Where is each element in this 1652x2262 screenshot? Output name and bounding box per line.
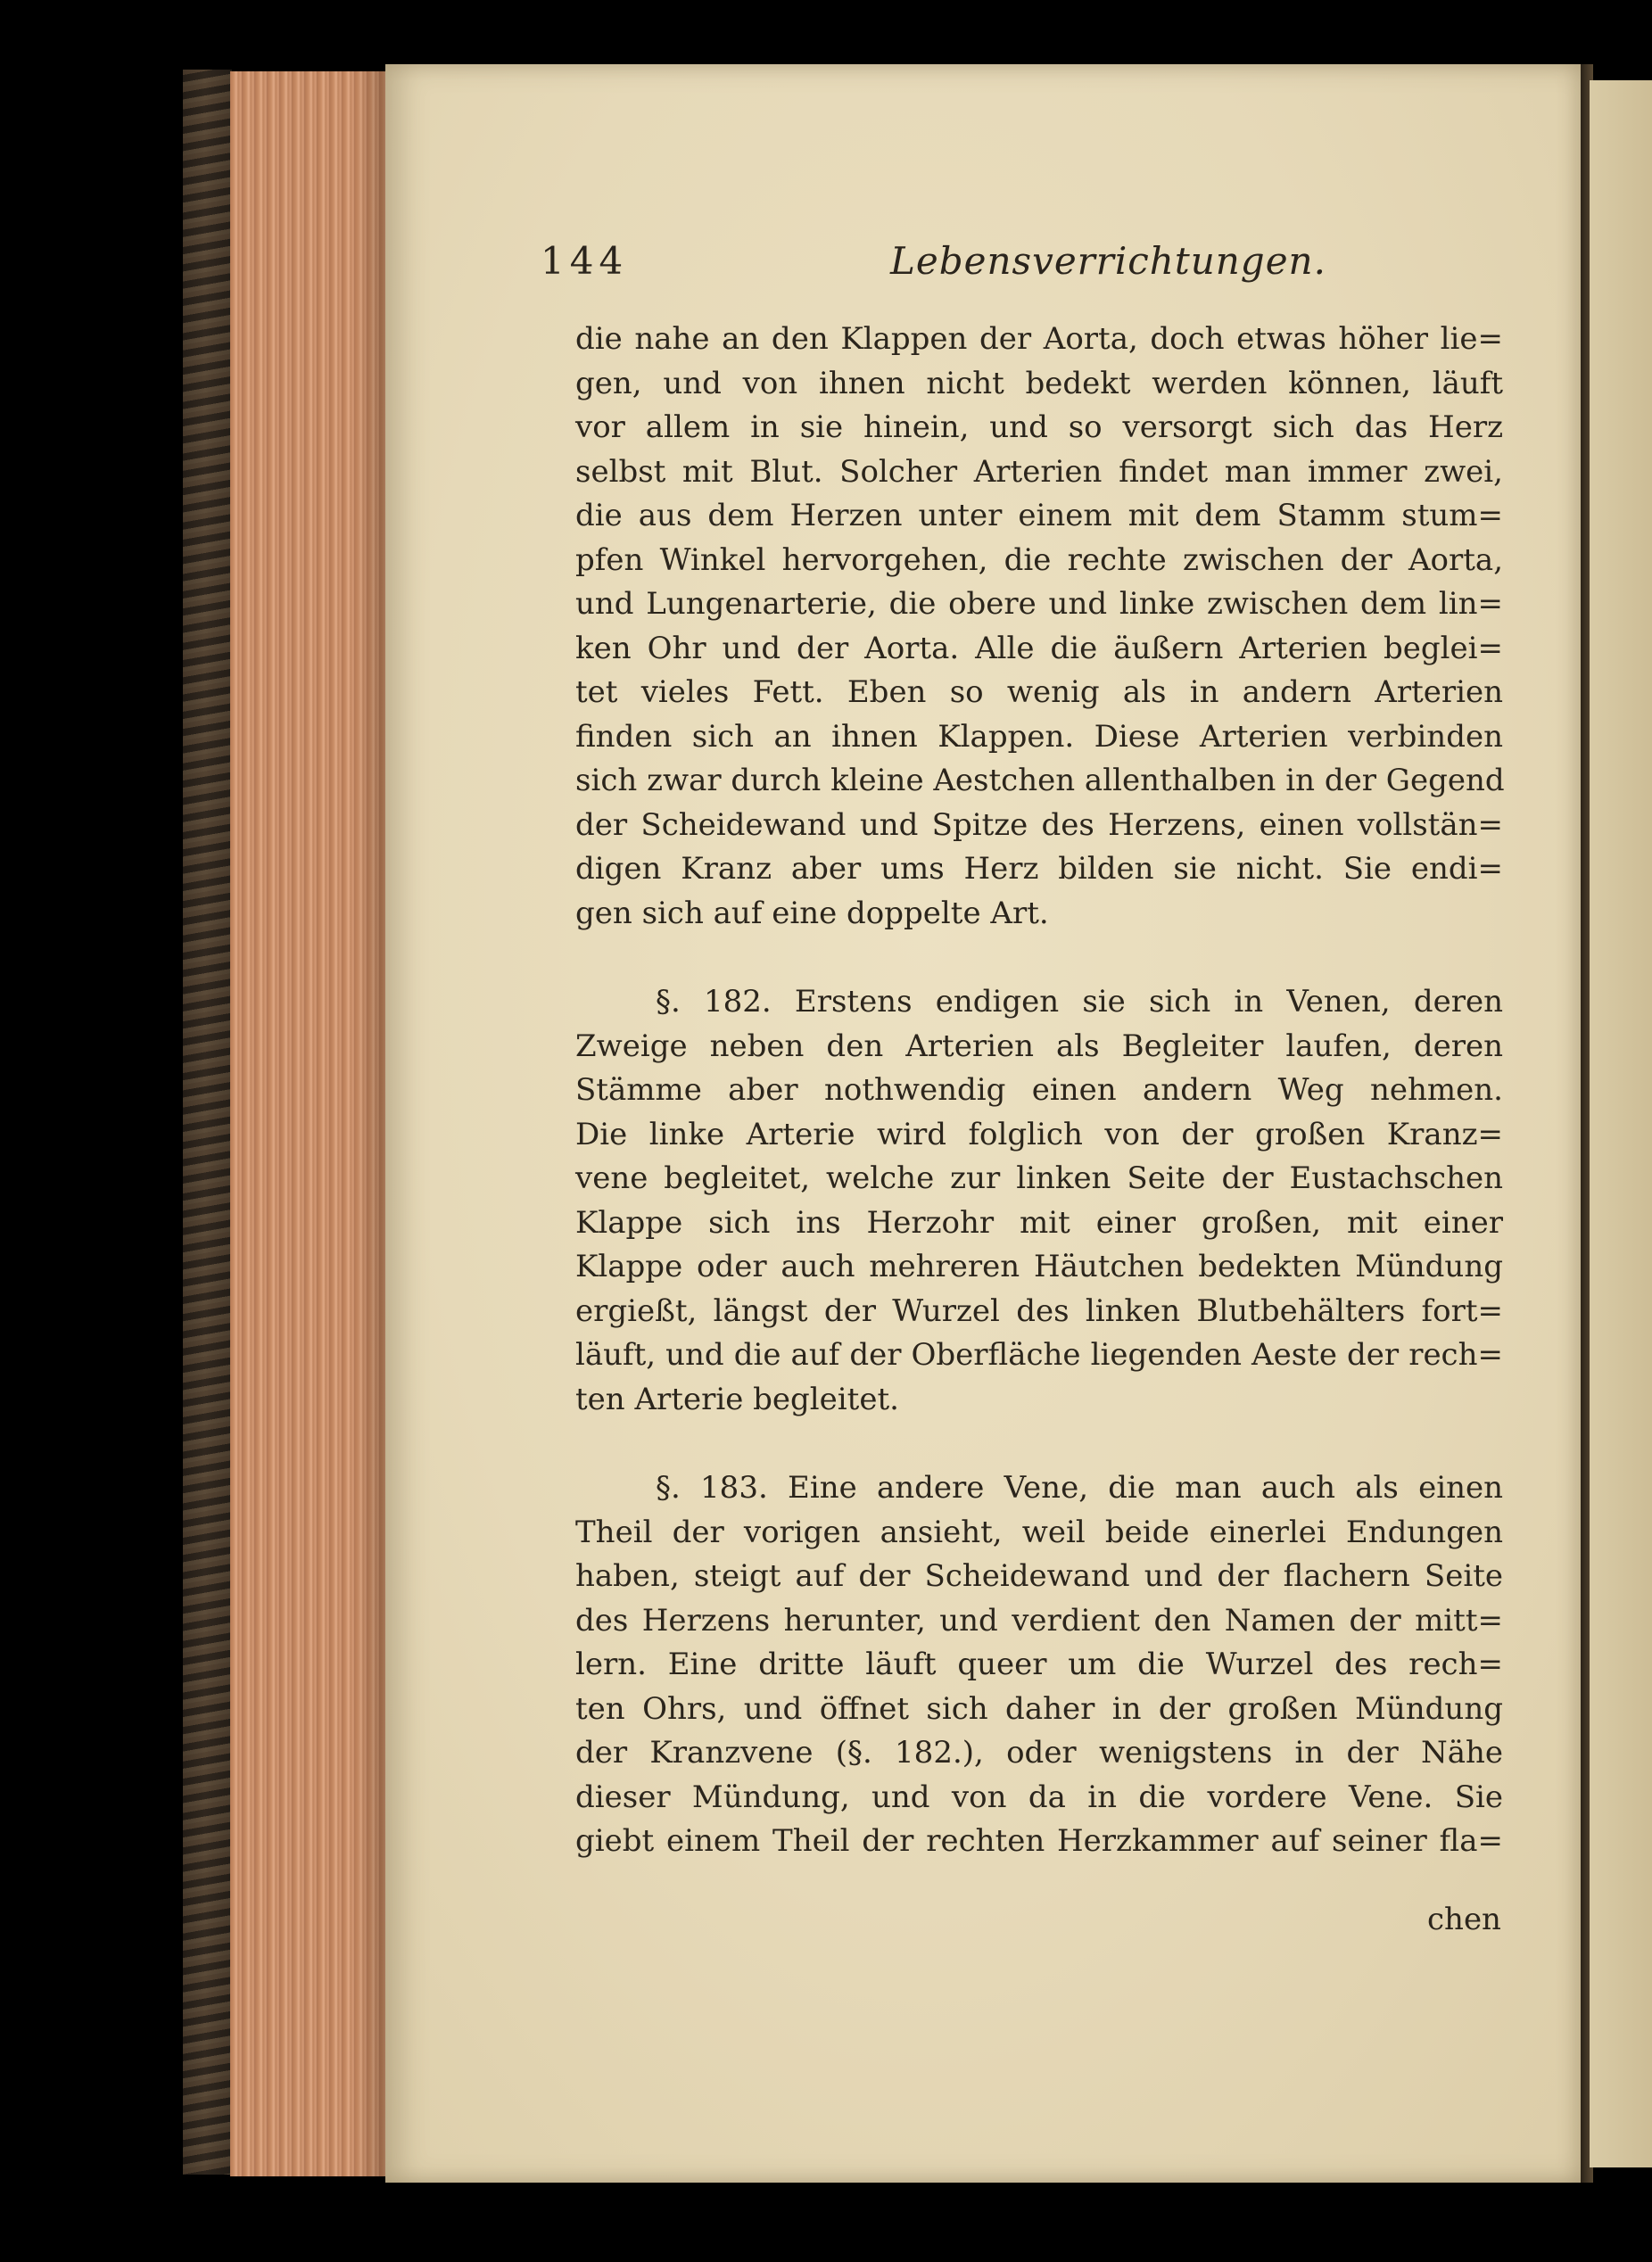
text-line: vor allem in sie hinein, und so versorgt sich das Herz <box>575 409 1503 445</box>
text-line: gen sich auf eine doppelte Art. <box>575 895 1049 931</box>
text-line: sich zwar durch kleine Aestchen allenthalben in der Gegend <box>575 763 1505 798</box>
catchword: chen <box>1427 1902 1501 1937</box>
text-line: selbst mit Blut. Solcher Arterien findet man immer zwei, <box>575 453 1503 490</box>
text-line: der Kranzvene (§. 182.), oder wenigstens in der Nähe <box>575 1735 1503 1771</box>
book-binding <box>183 70 232 2175</box>
paragraph-gap <box>575 936 1503 980</box>
page-number: 144 <box>541 239 629 283</box>
page-edges <box>230 71 391 2176</box>
text-line: haben, steigt auf der Scheidewand und der flachern Seite <box>575 1558 1503 1594</box>
text-line: digen Kranz aber ums Herz bilden sie nicht. Sie endi= <box>575 851 1503 887</box>
text-line: der Scheidewand und Spitze des Herzens, einen vollstän= <box>575 806 1503 843</box>
text-line: finden sich an ihnen Klappen. Diese Arterien verbinden <box>575 718 1503 755</box>
paragraph-2 <box>575 980 1503 1422</box>
text-line: dieser Mündung, und von da in die vordere Vene. Sie <box>575 1779 1503 1815</box>
text-line: ergießt, längst der Wurzel des linken Blutbehälters fort= <box>575 1292 1503 1329</box>
text-line: gen, und von ihnen nicht bedekt werden können, läuft <box>575 365 1503 401</box>
text-line: und Lungenarterie, die obere und linke zwischen dem lin= <box>575 586 1503 622</box>
text-line: Die linke Arterie wird folglich von der großen Kranz= <box>575 1116 1503 1152</box>
text-line: ten Arterie begleitet. <box>575 1381 899 1417</box>
paragraph-gap <box>575 1422 1503 1466</box>
text-line: vene begleitet, welche zur linken Seite der Eustachschen <box>575 1160 1503 1196</box>
text-line: giebt einem Theil der rechten Herzkammer auf seiner fla= <box>575 1823 1503 1859</box>
text-line: Theil der vorigen ansieht, weil beide einerlei Endungen <box>575 1514 1503 1550</box>
text-line: läuft, und die auf der Oberfläche liegenden Aeste der rech= <box>575 1337 1503 1373</box>
text-line: tet vieles Fett. Eben so wenig als in andern Arterien <box>575 674 1503 710</box>
text-line: Stämme aber nothwendig einen andern Weg nehmen. <box>575 1072 1503 1108</box>
paragraph-1 <box>575 318 1503 936</box>
text-line: lern. Eine dritte läuft queer um die Wurzel des rech= <box>575 1647 1503 1682</box>
text-line: pfen Winkel hervorgehen, die rechte zwischen der Aorta, <box>575 541 1503 578</box>
text-line: des Herzens herunter, und verdient den Namen der mitt= <box>575 1602 1503 1639</box>
running-head <box>541 239 1522 293</box>
text-line: ten Ohrs, und öffnet sich daher in der großen Mündung <box>575 1690 1503 1727</box>
next-page-edge <box>1590 80 1652 2167</box>
paragraph-3 <box>575 1466 1503 1864</box>
body-text <box>575 318 1503 1864</box>
text-line: Zweige neben den Arterien als Begleiter laufen, deren <box>575 1028 1503 1064</box>
text-line: ken Ohr und der Aorta. Alle die äußern Arterien beglei= <box>575 630 1503 666</box>
text-line: §. 183. Eine andere Vene, die man auch als einen <box>656 1470 1503 1506</box>
text-line: die aus dem Herzen unter einem mit dem Stamm stum= <box>575 498 1503 533</box>
text-line: die nahe an den Klappen der Aorta, doch etwas höher lie= <box>575 321 1503 357</box>
text-line: Klappe sich ins Herzohr mit einer großen, mit einer <box>575 1204 1503 1241</box>
text-line: Klappe oder auch mehreren Häutchen bedekten Mündung <box>575 1249 1503 1284</box>
text-line: §. 182. Erstens endigen sie sich in Venen, deren <box>656 984 1503 1020</box>
running-head-title: Lebensverrichtungen. <box>890 239 1326 283</box>
